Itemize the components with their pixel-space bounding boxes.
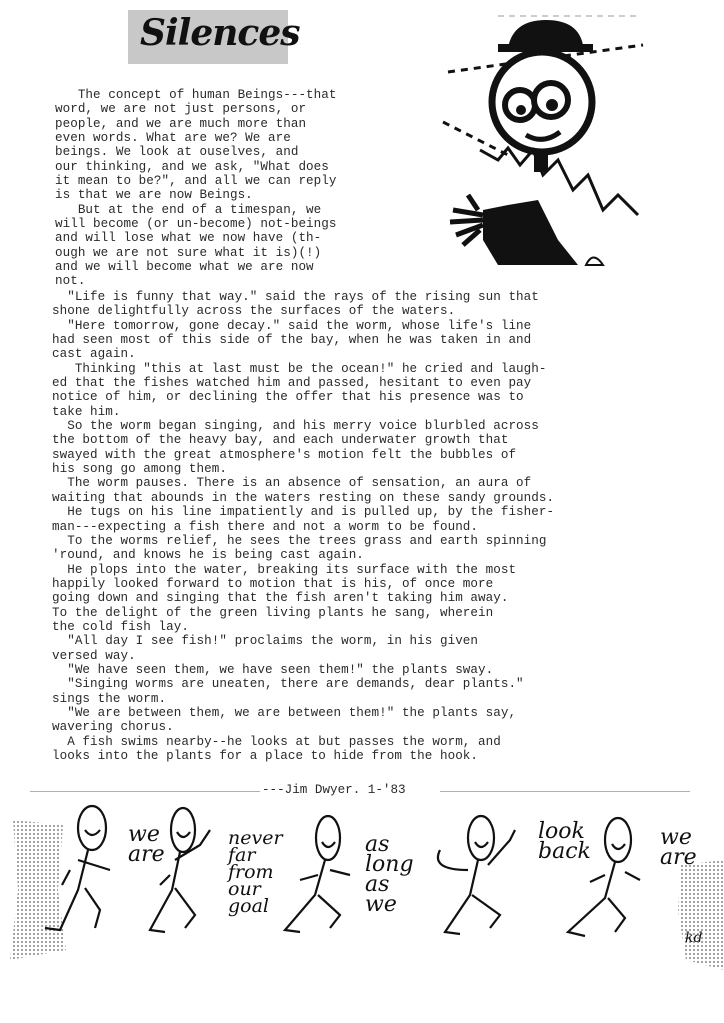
text-line: his song go among them. <box>52 462 227 477</box>
text-line: He tugs on his line impatiently and is pulled up, by the fisher- <box>52 505 555 520</box>
text-line: "Life is funny that way." said the rays of the rising sun that <box>52 290 539 304</box>
text-line: will become (or un-become) not-beings <box>55 217 337 232</box>
text-line: even words. What are we? We are <box>55 131 291 146</box>
text-line: He plops into the water, breaking its surface with the most <box>52 562 517 577</box>
text-line: A fish swims nearby--he looks at but passes the worm, and <box>52 734 501 749</box>
lyric-never-far: never far from our goal <box>228 827 283 917</box>
text-line: The worm pauses. There is an absence of sensation, an aura of <box>52 476 532 491</box>
text-line: 'round, and knows he is being cast again. <box>52 548 364 563</box>
text-line: "Singing worms are uneaten, there are demands, dear plants." <box>52 677 524 692</box>
text-line: and we will become what we are now <box>55 260 314 275</box>
text-line: word, we are not just persons, or <box>55 102 307 117</box>
grinning-face-illustration <box>438 10 648 272</box>
text-line: But at the end of a timespan, we <box>55 202 322 217</box>
intro-column <box>55 88 395 289</box>
text-line: "We are between them, we are between them!" the plants say, <box>52 705 517 720</box>
text-line: versed way. <box>52 648 136 663</box>
text-line: shone delightfully across the surfaces of the waters. <box>52 304 456 319</box>
text-line: The concept of human Beings---that <box>55 88 337 102</box>
text-line: To the delight of the green living plants he sang, wherein <box>52 605 494 620</box>
text-line: not. <box>55 274 86 289</box>
text-line: people, and we are much more than <box>55 116 307 131</box>
text-line: "Here tomorrow, gone decay." said the worm, whose life's line <box>52 318 532 333</box>
text-line: looks into the plants for a place to hide from the hook. <box>52 749 479 763</box>
text-line: swayed with the great atmosphere's motion felt the bubbles of <box>52 447 517 462</box>
divider-right <box>440 791 690 792</box>
text-line: notice of him, or declining the offer that his presence was to <box>52 390 524 405</box>
text-line: wavering chorus. <box>52 720 174 735</box>
lyric-as-long: as long as we <box>365 832 414 917</box>
text-line: beings. We look at ouselves, and <box>55 145 299 160</box>
text-line: ough we are not sure what it is)(!) <box>55 245 322 260</box>
text-line: Thinking "this at last must be the ocean!" he cried and laugh- <box>52 361 547 376</box>
lyric-we-are: we are <box>128 822 165 867</box>
text-line: "We have seen them, we have seen them!" the plants sway. <box>52 662 494 677</box>
text-line: ed that the fishes watched him and passed, hesitant to even pay <box>52 376 532 391</box>
text-line: cast again. <box>52 347 136 362</box>
text-line: take him. <box>52 404 121 419</box>
text-line: To the worms relief, he sees the trees grass and earth spinning <box>52 533 547 548</box>
author-signature: ---Jim Dwyer. 1-'83 <box>262 783 406 797</box>
text-line: going down and singing that the fish aren't taking him away. <box>52 591 509 606</box>
text-line: So the worm began singing, and his merry voice blurbled across <box>52 419 539 434</box>
text-line: and will lose what we now have (th- <box>55 231 322 246</box>
lyric-we-are-end: we are <box>660 825 697 870</box>
story-body <box>52 290 672 763</box>
text-line: is that we are now Beings. <box>55 188 253 203</box>
text-line: man---expecting a fish there and not a worm to be found. <box>52 519 479 534</box>
dancing-worms-strip <box>0 800 724 970</box>
page-title: Silences <box>140 12 300 54</box>
text-line: waiting that abounds in the waters resting on these sandy grounds. <box>52 490 555 505</box>
text-line: "All day I see fish!" proclaims the worm, in his given <box>52 634 479 649</box>
text-line: the cold fish lay. <box>52 619 189 634</box>
divider-left <box>30 791 260 792</box>
lyric-look-back: look back <box>538 819 591 864</box>
text-line: our thinking, and we ask, "What does <box>55 159 329 174</box>
text-line: the bottom of the heavy bay, and each underwater growth that <box>52 433 509 448</box>
text-line: sings the worm. <box>52 691 167 706</box>
artist-initials: kd <box>685 930 703 946</box>
text-line: happily looked forward to motion that is his, of once more <box>52 576 494 591</box>
worm-figures-illustration <box>0 800 724 970</box>
text-line: it mean to be?", and all we can reply <box>55 174 337 189</box>
text-line: had seen most of this side of the bay, when he was taken in and <box>52 333 532 348</box>
